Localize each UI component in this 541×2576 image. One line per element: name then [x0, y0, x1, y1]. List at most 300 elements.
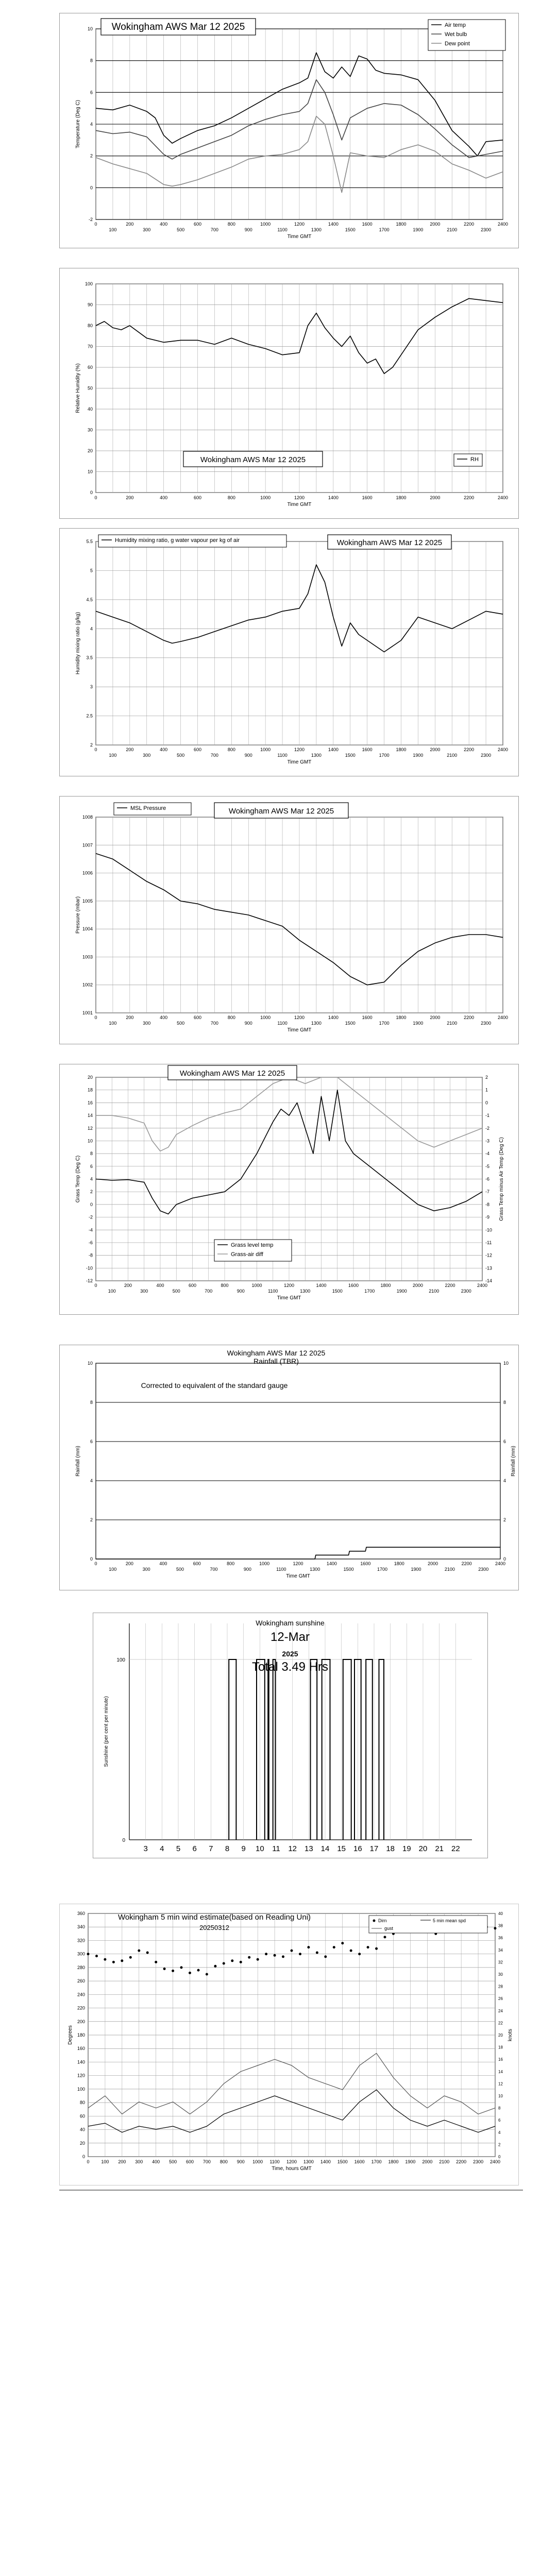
humidity-chart-panel	[59, 268, 519, 519]
wind-title: Wokingham 5 min wind estimate(based on Reading Uni)	[117, 1913, 311, 1922]
sun-total: Total 3.49 Hrs	[251, 1660, 329, 1674]
rh-ytick-label: 0	[90, 490, 93, 495]
mix-ytick-label: 4.5	[86, 597, 93, 602]
msl-xtick-label: 1100	[277, 1021, 288, 1026]
msl-xtick-label: 800	[227, 1015, 235, 1020]
temp-legend-label: Wet bulb	[445, 31, 467, 38]
mix-xtick-label: 200	[126, 747, 134, 752]
wind-y2tick-label: 24	[498, 2008, 503, 2013]
grass-ytick-label: 4	[90, 1176, 93, 1182]
grass-yaxis-title: Grass Temp (Deg C)	[75, 1155, 81, 1203]
mix-xtick-label: 1400	[328, 747, 339, 752]
temp-xtick-label: 1200	[294, 222, 305, 227]
wind-legend-swatch	[373, 1920, 376, 1922]
rain-ytick-label: 8	[90, 1400, 93, 1405]
wind-y2tick-label: 34	[498, 1947, 503, 1953]
wind-xtick-label: 2200	[456, 2159, 467, 2164]
mixing-ratio-chart-panel	[59, 528, 519, 776]
wind-dirn-point-13	[197, 1969, 200, 1972]
rain-y2tick-label: 10	[503, 1361, 509, 1366]
rain-xtick-label: 1000	[259, 1561, 270, 1566]
mix-xtick-label: 1300	[311, 753, 322, 758]
temp-xtick-label: 1800	[396, 222, 407, 227]
msl-ytick-label: 1003	[82, 954, 93, 960]
wind-dirn-point-10	[172, 1970, 174, 1972]
sun-xtick-label: 7	[209, 1844, 213, 1853]
rh-title: Wokingham AWS Mar 12 2025	[200, 455, 306, 464]
grass-ytick-label: 0	[90, 1201, 93, 1207]
temp-title: Wokingham AWS Mar 12 2025	[111, 22, 245, 32]
mix-xtick-label: 2400	[497, 747, 509, 752]
sun-xtick-label: 16	[353, 1844, 362, 1853]
mix-xtick-label: 2200	[464, 747, 475, 752]
humidity-chart	[60, 268, 518, 518]
sun-xtick-label: 5	[176, 1844, 181, 1853]
temp-xtick-label: 800	[227, 222, 235, 227]
msl-xtick-label: 300	[143, 1021, 151, 1026]
wind-dirn-point-29	[333, 1946, 335, 1948]
wind-xtick-label: 400	[152, 2159, 160, 2164]
wind-y2axis-title: knots	[508, 2029, 513, 2041]
rain-xtick-label: 1500	[343, 1567, 354, 1572]
grass-xtick-label: 700	[205, 1289, 213, 1294]
grass-chart	[60, 1064, 518, 1314]
rain-xtick-label: 1700	[377, 1567, 388, 1572]
grass-y2tick-label: -4	[485, 1151, 490, 1157]
rh-xtick-label: 600	[193, 495, 202, 500]
wind-y2tick-label: 18	[498, 2045, 503, 2050]
rain-ytick-label: 2	[90, 1517, 93, 1522]
wind-dirn-point-18	[240, 1961, 242, 1963]
wind-xtick-label: 300	[135, 2159, 143, 2164]
rh-xtick-label: 2400	[497, 495, 509, 500]
rh-xtick-label: 1400	[328, 495, 339, 500]
wind-ytick-label: 0	[82, 2154, 85, 2159]
mix-xtick-label: 0	[94, 747, 97, 752]
wind-xtick-label: 500	[169, 2159, 177, 2164]
rain-subtitle: Rainfall (TBR)	[253, 1357, 299, 1365]
grass-y2tick-label: -9	[485, 1214, 490, 1220]
msl-xtick-label: 2200	[464, 1015, 475, 1020]
sun-title: Wokingham sunshine	[256, 1619, 325, 1627]
rain-title: Wokingham AWS Mar 12 2025	[227, 1349, 326, 1357]
wind-ytick-label: 260	[77, 1978, 85, 1984]
temp-xtick-label: 1300	[311, 227, 322, 232]
rain-ytick-label: 0	[90, 1556, 93, 1562]
wind-chart-panel	[59, 1904, 519, 2185]
grass-legend-label: Grass level temp	[231, 1242, 274, 1248]
rain-y2tick-label: 2	[503, 1517, 506, 1522]
msl-xtick-label: 100	[109, 1021, 117, 1026]
grass-xtick-label: 1900	[396, 1289, 407, 1294]
temp-xtick-label: 300	[143, 227, 151, 232]
grass-y2tick-label: -12	[485, 1252, 493, 1258]
rh-xtick-label: 800	[227, 495, 235, 500]
wind-xtick-label: 2000	[422, 2159, 433, 2164]
wind-dirn-point-24	[291, 1950, 293, 1952]
temp-xtick-label: 500	[177, 227, 185, 232]
wind-dirn-point-1	[95, 1955, 98, 1957]
wind-dirn-point-4	[121, 1959, 123, 1962]
grass-y2axis-title: Grass Temp minus Air Temp (Deg C)	[499, 1137, 504, 1221]
rh-xtick-label: 1000	[260, 495, 271, 500]
wind-xtick-label: 1700	[371, 2159, 382, 2164]
msl-ytick-label: 1006	[82, 870, 93, 876]
sun-xtick-label: 21	[435, 1844, 444, 1853]
wind-dirn-point-28	[324, 1955, 327, 1958]
mix-xtick-label: 2100	[447, 753, 458, 758]
wind-dirn-point-35	[384, 1936, 386, 1938]
temp-ytick-label: 8	[90, 58, 93, 63]
wind-xtick-label: 2100	[439, 2159, 450, 2164]
wind-ytick-label: 280	[77, 1964, 85, 1970]
wind-dirn-point-9	[163, 1968, 166, 1970]
grass-xtick-label: 1700	[364, 1289, 375, 1294]
msl-xtick-label: 0	[94, 1015, 97, 1020]
wind-xtick-label: 100	[101, 2159, 109, 2164]
wind-dirn-point-14	[206, 1973, 208, 1976]
mix-xtick-label: 900	[244, 753, 252, 758]
wind-y2tick-label: 8	[498, 2106, 501, 2111]
sun-xtick-label: 8	[225, 1844, 230, 1853]
wind-dirn-point-23	[282, 1955, 284, 1958]
rain-xtick-label: 400	[159, 1561, 167, 1566]
grass-y2tick-label: -2	[485, 1125, 490, 1131]
rain-xtick-label: 100	[109, 1567, 117, 1572]
temp-xtick-label: 100	[109, 227, 117, 232]
mix-xtick-label: 1200	[294, 747, 305, 752]
rh-xtick-label: 200	[126, 495, 134, 500]
grass-ytick-label: 12	[87, 1125, 93, 1131]
wind-ytick-label: 200	[77, 2019, 85, 2024]
grass-xtick-label: 900	[236, 1289, 245, 1294]
plot-area	[96, 1363, 500, 1559]
grass-ytick-label: -6	[88, 1240, 93, 1245]
rh-yaxis-title: Relative Humidity (%)	[75, 363, 81, 413]
wind-xtick-label: 1800	[388, 2159, 399, 2164]
wind-xtick-label: 1600	[354, 2159, 365, 2164]
wind-y2tick-label: 30	[498, 1972, 503, 1977]
grass-ytick-label: 20	[87, 1075, 93, 1080]
mix-ytick-label: 3.5	[86, 655, 93, 660]
mix-xtick-label: 1000	[260, 747, 271, 752]
mix-legend-label: Humidity mixing ratio, g water vapour per kg of air	[115, 537, 240, 544]
grass-legend-label: Grass-air diff	[231, 1251, 263, 1258]
wind-y2tick-label: 14	[498, 2069, 503, 2074]
wind-y2tick-label: 20	[498, 2033, 503, 2038]
rain-xtick-label: 2400	[495, 1561, 506, 1566]
rain-xtick-label: 2200	[461, 1561, 472, 1566]
mixing-ratio-chart	[60, 529, 518, 776]
msl-xtick-label: 1500	[345, 1021, 356, 1026]
grass-y2tick-label: 2	[485, 1075, 488, 1080]
bottom-separator	[59, 2190, 523, 2191]
rain-xtick-label: 1300	[310, 1567, 320, 1572]
wind-ytick-label: 80	[79, 2100, 85, 2106]
msl-ytick-label: 1007	[82, 842, 93, 848]
temp-xtick-label: 1900	[413, 227, 424, 232]
grass-ytick-label: 8	[90, 1151, 93, 1157]
rain-xtick-label: 600	[193, 1561, 201, 1566]
temp-xtick-label: 2000	[430, 222, 441, 227]
rain-xtick-label: 1200	[293, 1561, 303, 1566]
msl-xtick-label: 1300	[311, 1021, 322, 1026]
grass-ytick-label: -12	[86, 1278, 93, 1283]
temp-ytick-label: 2	[90, 153, 93, 159]
wind-y2tick-label: 22	[498, 2021, 503, 2026]
temp-ytick-label: -2	[88, 217, 93, 222]
rh-ytick-label: 10	[87, 469, 93, 474]
rh-ytick-label: 20	[87, 448, 93, 453]
temp-ytick-label: 10	[87, 26, 93, 31]
temp-xtick-label: 600	[193, 222, 202, 227]
grass-chart-panel	[59, 1064, 519, 1315]
grass-ytick-label: -4	[88, 1227, 93, 1233]
temp-xtick-label: 2300	[481, 227, 492, 232]
mix-xtick-label: 1800	[396, 747, 407, 752]
wind-ytick-label: 340	[77, 1924, 85, 1930]
wind-dirn-point-12	[189, 1972, 191, 1974]
grass-y2tick-label: 1	[485, 1087, 488, 1093]
rain-xtick-label: 1100	[276, 1567, 286, 1572]
wind-y2tick-label: 6	[498, 2118, 501, 2123]
temp-legend-label: Air temp	[445, 22, 466, 28]
grass-xtick-label: 2400	[477, 1283, 488, 1288]
mix-xtick-label: 300	[143, 753, 151, 758]
rh-ytick-label: 30	[87, 427, 93, 433]
sun-xtick-label: 15	[337, 1844, 346, 1853]
wind-xtick-label: 2300	[473, 2159, 484, 2164]
temp-ytick-label: 6	[90, 90, 93, 95]
wind-dirn-point-15	[214, 1965, 216, 1968]
grass-xtick-label: 1000	[251, 1283, 262, 1288]
mix-ytick-label: 5.5	[86, 539, 93, 544]
rain-xtick-label: 300	[142, 1567, 150, 1572]
rain-ytick-label: 10	[87, 1361, 93, 1366]
msl-yaxis-title: Pressure (mbar)	[75, 896, 81, 934]
msl-ytick-label: 1002	[82, 982, 93, 988]
grass-xtick-label: 1400	[316, 1283, 327, 1288]
temp-xtick-label: 200	[126, 222, 134, 227]
wind-y2tick-label: 28	[498, 1984, 503, 1989]
wind-dirn-point-20	[257, 1958, 259, 1961]
wind-dirn-point-26	[307, 1946, 310, 1948]
rh-ytick-label: 90	[87, 302, 93, 308]
msl-xtick-label: 600	[193, 1015, 202, 1020]
sun-ytick-label: 100	[116, 1657, 125, 1663]
msl-xtick-label: 1900	[413, 1021, 424, 1026]
temp-xaxis-title: Time GMT	[287, 234, 312, 240]
sun-xtick-label: 10	[255, 1844, 264, 1853]
rain-xtick-label: 2000	[428, 1561, 438, 1566]
wind-dirn-point-25	[299, 1953, 301, 1955]
rain-y2tick-label: 0	[503, 1556, 506, 1562]
sun-xtick-label: 12	[288, 1844, 297, 1853]
msl-ytick-label: 1005	[82, 898, 93, 904]
wind-dirn-point-33	[367, 1946, 369, 1948]
wind-y2tick-label: 12	[498, 2081, 503, 2087]
grass-y2tick-label: -13	[485, 1265, 493, 1271]
temp-xtick-label: 2400	[497, 222, 509, 227]
grass-y2tick-label: -7	[485, 1189, 490, 1195]
sun-xtick-label: 17	[369, 1844, 379, 1853]
grass-ytick-label: 16	[87, 1100, 93, 1106]
mix-yaxis-title: Humidity mixing ratio (g/kg)	[75, 612, 81, 675]
wind-ytick-label: 20	[79, 2140, 85, 2146]
rain-xtick-label: 2300	[478, 1567, 489, 1572]
mix-xtick-label: 500	[177, 753, 185, 758]
grass-xtick-label: 600	[188, 1283, 197, 1288]
rain-xtick-label: 1400	[326, 1561, 337, 1566]
rain-xtick-label: 0	[94, 1561, 97, 1566]
wind-ytick-label: 320	[77, 1938, 85, 1943]
msl-xtick-label: 200	[126, 1015, 134, 1020]
grass-xtick-label: 0	[94, 1283, 97, 1288]
sun-xtick-label: 22	[451, 1844, 460, 1853]
grass-xaxis-title: Time GMT	[277, 1295, 301, 1301]
wind-dirn-point-22	[274, 1954, 276, 1957]
mix-ytick-label: 5	[90, 568, 93, 573]
grass-y2tick-label: -8	[485, 1201, 490, 1207]
grass-xtick-label: 1500	[332, 1289, 343, 1294]
wind-ytick-label: 240	[77, 1992, 85, 1997]
wind-xtick-label: 1100	[269, 2159, 280, 2164]
wind-ytick-label: 60	[79, 2113, 85, 2119]
pressure-chart-panel	[59, 796, 519, 1044]
temp-yaxis-title: Temperature (Deg C)	[75, 100, 81, 148]
grass-xtick-label: 1800	[380, 1283, 391, 1288]
rh-xtick-label: 1600	[362, 495, 373, 500]
grass-xtick-label: 2200	[445, 1283, 455, 1288]
msl-xtick-label: 900	[244, 1021, 252, 1026]
temp-ytick-label: 0	[90, 185, 93, 191]
wind-dirn-point-6	[138, 1950, 140, 1952]
rain-y2axis-title: Rainfall (mm)	[511, 1446, 516, 1477]
sun-year: 2025	[282, 1650, 298, 1658]
rh-xtick-label: 1200	[294, 495, 305, 500]
msl-legend-label: MSL Pressure	[130, 805, 166, 811]
grass-ytick-label: -2	[88, 1214, 93, 1220]
mix-ytick-label: 2	[90, 742, 93, 748]
grass-xtick-label: 2300	[461, 1289, 471, 1294]
sun-xtick-label: 4	[160, 1844, 164, 1853]
wind-dirn-point-7	[146, 1952, 149, 1954]
wind-ytick-label: 140	[77, 2059, 85, 2065]
temp-xtick-label: 2100	[447, 227, 458, 232]
wind-xtick-label: 0	[87, 2159, 90, 2164]
msl-ytick-label: 1001	[82, 1010, 93, 1015]
grass-xtick-label: 100	[108, 1289, 116, 1294]
wind-dirn-point-48	[494, 1927, 497, 1929]
rainfall-chart-panel	[59, 1345, 519, 1590]
wind-xtick-label: 900	[236, 2159, 245, 2164]
wind-ytick-label: 300	[77, 1951, 85, 1957]
mix-xtick-label: 700	[210, 753, 218, 758]
grass-xtick-label: 800	[221, 1283, 229, 1288]
temp-xtick-label: 0	[94, 222, 97, 227]
grass-y2tick-label: 0	[485, 1100, 488, 1106]
rain-annotation: Corrected to equivalent of the standard gauge	[141, 1381, 288, 1389]
rh-legend-label: RH	[470, 456, 479, 463]
wind-dirn-point-32	[358, 1953, 361, 1955]
grass-xtick-label: 1300	[300, 1289, 311, 1294]
grass-xtick-label: 300	[140, 1289, 148, 1294]
rh-ytick-label: 70	[87, 344, 93, 349]
rh-xtick-label: 0	[94, 495, 97, 500]
msl-ytick-label: 1008	[82, 815, 93, 820]
wind-ytick-label: 360	[77, 1911, 85, 1916]
grass-xtick-label: 1200	[283, 1283, 295, 1288]
rain-ytick-label: 6	[90, 1439, 93, 1444]
temp-xtick-label: 1100	[277, 227, 288, 232]
grass-xtick-label: 400	[156, 1283, 164, 1288]
rh-ytick-label: 50	[87, 385, 93, 391]
wind-y2tick-label: 10	[498, 2094, 503, 2098]
wind-legend-label: Dirn	[378, 1918, 387, 1923]
mix-ytick-label: 2.5	[86, 713, 93, 719]
rh-xtick-label: 1800	[396, 495, 407, 500]
wind-dirn-point-19	[248, 1956, 250, 1959]
msl-xtick-label: 1400	[328, 1015, 339, 1020]
mix-ytick-label: 3	[90, 684, 93, 690]
sun-block-3	[273, 1659, 276, 1840]
sunshine-chart-panel	[93, 1613, 488, 1858]
rh-ytick-label: 60	[87, 365, 93, 370]
grass-xtick-label: 500	[172, 1289, 180, 1294]
grass-title: Wokingham AWS Mar 12 2025	[179, 1069, 285, 1078]
wind-dirn-point-27	[316, 1952, 318, 1954]
rain-xtick-label: 1600	[360, 1561, 371, 1566]
wind-y2tick-label: 36	[498, 1936, 503, 1941]
wind-dirn-point-31	[350, 1950, 352, 1952]
grass-xtick-label: 2000	[412, 1283, 424, 1288]
grass-ytick-label: -10	[86, 1265, 93, 1271]
sun-block-0	[229, 1659, 236, 1840]
grass-ytick-label: -8	[88, 1252, 93, 1258]
grass-y2tick-label: -1	[485, 1113, 490, 1118]
temp-xtick-label: 1400	[328, 222, 339, 227]
mix-xtick-label: 1100	[277, 753, 288, 758]
wind-xtick-label: 1400	[320, 2159, 331, 2164]
wind-y2tick-label: 26	[498, 1996, 503, 2002]
sun-xtick-label: 11	[272, 1844, 280, 1853]
temp-xtick-label: 2200	[464, 222, 475, 227]
grass-ytick-label: 18	[87, 1087, 93, 1093]
rh-xtick-label: 400	[160, 495, 168, 500]
sun-xtick-label: 3	[143, 1844, 148, 1853]
rh-xtick-label: 2200	[464, 495, 475, 500]
grass-ytick-label: 2	[90, 1189, 93, 1195]
temp-xtick-label: 400	[160, 222, 168, 227]
grass-ytick-label: 6	[90, 1163, 93, 1169]
wind-legend-label: 5 min mean spd	[433, 1918, 466, 1923]
grass-xtick-label: 1100	[268, 1289, 278, 1294]
sun-block-1	[257, 1659, 265, 1840]
grass-ytick-label: 14	[87, 1113, 93, 1118]
wind-y2tick-label: 4	[498, 2130, 501, 2135]
rain-xtick-label: 700	[210, 1567, 218, 1572]
mix-title: Wokingham AWS Mar 12 2025	[336, 538, 443, 547]
mix-xtick-label: 1700	[379, 753, 390, 758]
wind-yaxis-title: Degrees	[67, 2025, 73, 2045]
sun-block-4	[311, 1659, 317, 1840]
sun-xtick-label: 18	[386, 1844, 395, 1853]
wind-xtick-label: 700	[202, 2159, 211, 2164]
wind-xtick-label: 1300	[303, 2159, 314, 2164]
msl-xtick-label: 1700	[379, 1021, 390, 1026]
wind-xtick-label: 1000	[252, 2159, 263, 2164]
grass-xtick-label: 1600	[348, 1283, 359, 1288]
